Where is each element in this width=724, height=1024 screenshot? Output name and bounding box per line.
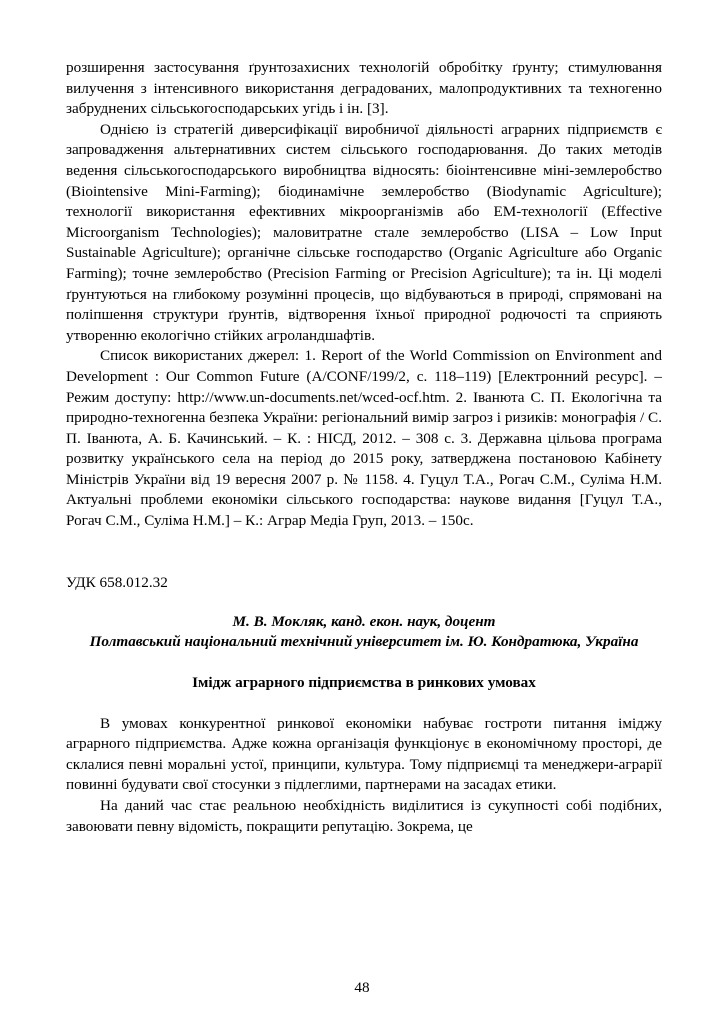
paragraph-diversification: Однією із стратегій диверсифікації виробничої діяльності аграрних підприємств є запровадження альтернативних систем сільського господарювання. До таких методів ведення сільськогосподарського виробництва відносять: біоінтенсивне міні-землеробство (Biointensive Mini-Farming); біодинамічне землеробство (Biodynamic Agriculture); технології використання ефективних мікроорганізмів або ЕМ-технології (Effective Microorganism Technologies); маловитратне стале землеробство (LISA – Low Input Sustainable Agriculture); органічне сільське господарство (Organic Agriculture або Organic Farming); точне землеробство (Precision Farming or Precision Agriculture); та ін. Ці моделі ґрунтуються на глибокому розумінні процесів, що відбуваються в природі, спрямовані на поліпшення структури ґрунтів, відтворення їхньої природної родючості та сприяють утворенню екологічно стійких агроландшафтів. [66,120,662,344]
page-number: 48 [354,979,370,996]
article-title: Імідж аграрного підприємства в ринкових умовах [192,674,536,691]
paragraph-article-2: На даний час стає реальною необхідність виділитися із сукупності собі подібних, завоювати певну відомість, покращити репутацію. Зокрема, це [66,797,662,835]
author-line: М. В. Мокляк, канд. екон. наук, доцент [232,612,496,630]
paragraph-article-1: В умовах конкурентної ринкової економіки набуває гостроти питання іміджу аграрного підприємства. Адже кожна організація функціонує в економічному просторі, де склалися певні моральні устої, принципи, культура. Тому підприємці та менеджери-аграрії повинні будувати свої стосунки з підлеглими, партнерами на засадах етики. [66,714,662,794]
affiliation-line: Полтавський національний технічний університет ім. Ю. Кондратюка, Україна [89,633,639,651]
paragraph-references: Список використаних джерел: 1. Report of the World Commission on Environment and Development : Our Common Future (A/CONF/199/2, с. 118–119) [Електронний ресурс]. – Режим доступу: http://www.un-documents.net/wced-ocf.htm. 2. Іванюта С. П. Екологічна та природно-техногенна безпека України: регіональний вимір загроз і ризиків: монографія / С. П. Іванюта, А. Б. Качинський. – К. : НІСД, 2012. – 308 с. 3. Державна цільова програма розвитку українського села на період до 2015 року, затверджена постановою Кабінету Міністрів України від 19 вересня 2007 р. № 1158. 4. Гуцул Т.А., Рогач С.М., Суліма Н.М. Актуальні проблеми економіки сільського господарства: наукове видання [Гуцул Т.А., Рогач С.М., Суліма Н.М.] – К.: Аграр Медіа Груп, 2013. – 150с. [66,347,662,530]
title-spacer [66,653,662,673]
paragraph-continuation: розширення застосування ґрунтозахисних технологій обробітку ґрунту; стимулювання вилучення з інтенсивного використання деградованих, малопродуктивних та техногенно забруднених сільськогосподарських угідь і ін. [3]. [66,59,662,118]
udk-code: УДК 658.012.32 [66,573,168,591]
section-spacer [66,532,662,574]
udk-spacer [66,592,662,612]
abstract-spacer [66,694,662,714]
